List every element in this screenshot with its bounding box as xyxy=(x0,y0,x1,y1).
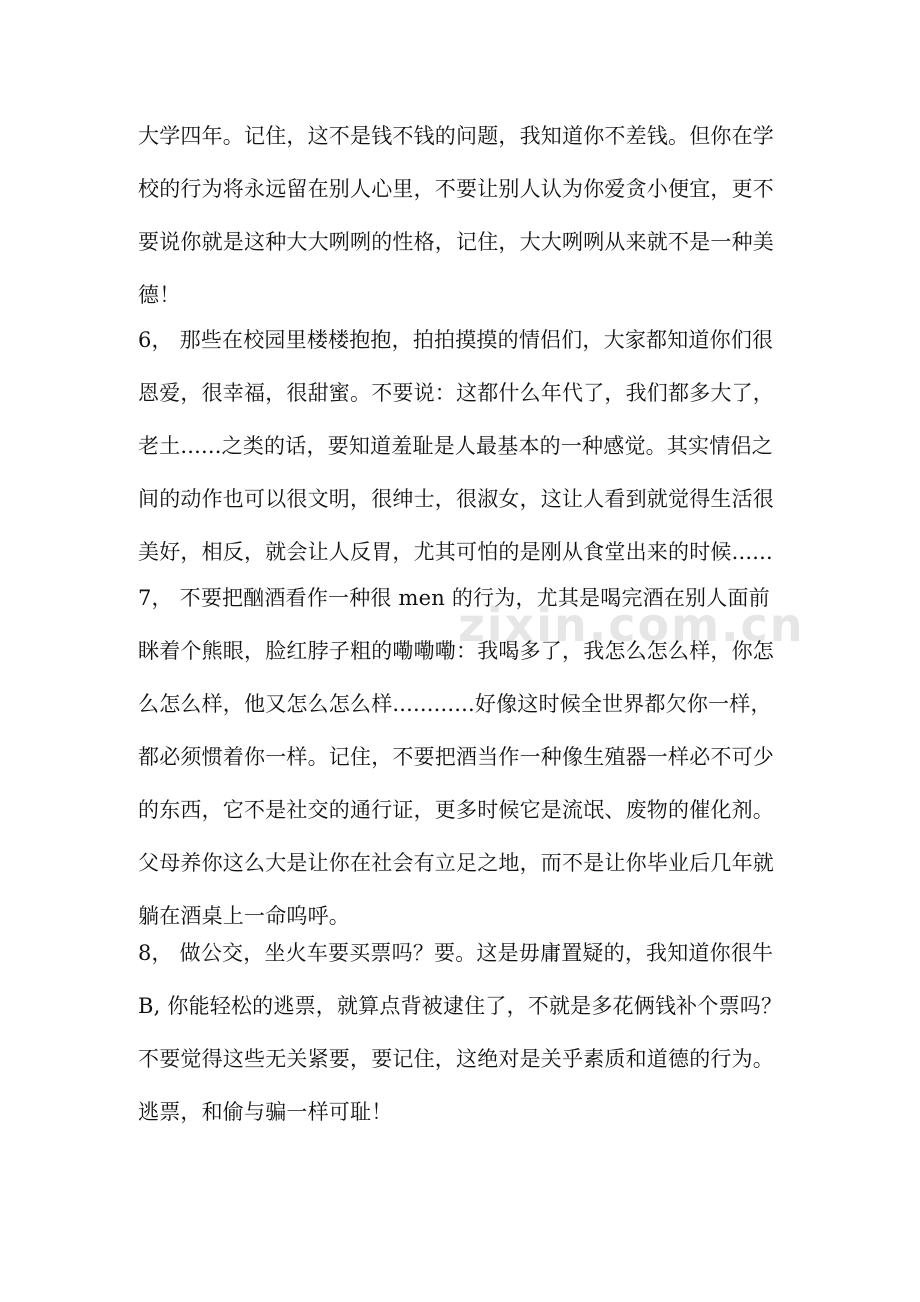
paragraph-item-7 xyxy=(138,572,788,943)
paragraph-item-6 xyxy=(138,314,788,579)
text-line: 躺在酒桌上一命呜呼。 xyxy=(138,904,350,928)
text-line: 美好，相反，就会让人反胃，尤其可怕的是刚从食堂出来的时候...... xyxy=(138,540,773,564)
text-line: 逃票，和偷与骗一样可耻！ xyxy=(138,1100,393,1124)
text-line: 老土......之类的话，要知道羞耻是人最基本的一种感觉。其实情侣之 xyxy=(138,434,773,458)
text-line: 7， 不要把酗酒看作一种很 men 的行为，尤其是喝完酒在别人面前 xyxy=(138,586,770,610)
text-line: 要说你就是这种大大咧咧的性格，记住，大大咧咧从来就不是一种美 xyxy=(138,230,774,254)
paragraph-continuation xyxy=(138,110,788,322)
text-line: 大学四年。记住，这不是钱不钱的问题，我知道你不差钱。但你在学 xyxy=(138,124,774,148)
text-line: 么怎么样，他又怎么怎么样............好像这时候全世界都欠你一样， xyxy=(138,692,772,716)
text-line: 不要觉得这些无关紧要，要记住，这绝对是关乎素质和道德的行为。 xyxy=(138,1047,774,1071)
text-line: 恩爱，很幸福，很甜蜜。不要说：这都什么年代了，我们都多大了， xyxy=(138,381,774,405)
text-line: 的东西，它不是社交的通行证，更多时候它是流氓、废物的催化剂。 xyxy=(138,798,774,822)
text-line: 眯着个熊眼，脸红脖子粗的嘞嘞嘞：我喝多了，我怎么怎么样，你怎 xyxy=(138,639,774,663)
watermark: zixin.com.cn xyxy=(458,598,805,652)
text-line: 校的行为将永远留在别人心里，不要让别人认为你爱贪小便宜，更不 xyxy=(138,177,774,201)
text-line: 8， 做公交，坐火车要买票吗？要。这是毋庸置疑的，我知道你很牛 xyxy=(138,941,774,965)
text-line: 父母养你这么大是让你在社会有立足之地，而不是让你毕业后几年就 xyxy=(138,851,774,875)
paragraph-item-8 xyxy=(138,927,788,1139)
text-line: 间的动作也可以很文明，很绅士，很淑女，这让人看到就觉得生活很 xyxy=(138,487,774,511)
text-line: 德！ xyxy=(138,283,181,307)
text-line: B, 你能轻松的逃票，就算点背被逮住了，不就是多花俩钱补个票吗？ xyxy=(138,994,783,1018)
text-line: 6， 那些在校园里楼楼抱抱，拍拍摸摸的情侣们，大家都知道你们很 xyxy=(138,328,774,352)
text-line: 都必须惯着你一样。记住，不要把酒当作一种像生殖器一样必不可少 xyxy=(138,745,774,769)
